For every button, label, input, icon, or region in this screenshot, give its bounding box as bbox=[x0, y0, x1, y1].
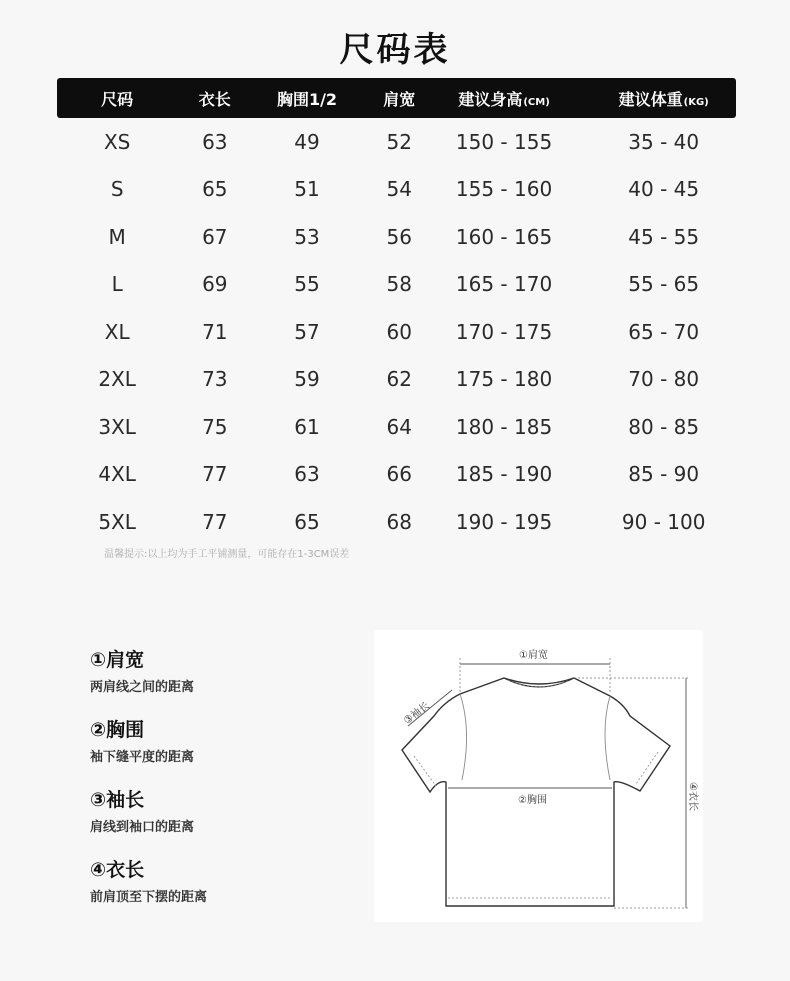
table-cell: 65 bbox=[202, 177, 228, 202]
table-cell: 2XL bbox=[98, 367, 136, 392]
table-cell: 180 - 185 bbox=[455, 414, 553, 439]
legend-desc: 肩线到袖口的距离 bbox=[90, 820, 195, 835]
table-cell: 35 - 40 bbox=[628, 129, 700, 154]
table-cell: 56 bbox=[386, 224, 412, 249]
header-weight-unit: (KG) bbox=[683, 96, 709, 108]
legend-desc: 两肩线之间的距离 bbox=[90, 680, 195, 695]
measurement-legend bbox=[90, 648, 207, 928]
table-cell: 90 - 100 bbox=[621, 509, 706, 534]
table-cell: 63 bbox=[202, 129, 228, 154]
table-cell: 66 bbox=[386, 462, 412, 487]
table-cell: XS bbox=[103, 129, 131, 154]
table-row bbox=[57, 308, 736, 356]
header-height-label: 建议身高 bbox=[458, 89, 523, 109]
header-height-unit: (CM) bbox=[523, 96, 550, 108]
header-chest: 胸围1/2 bbox=[276, 89, 338, 109]
table-cell: 45 - 55 bbox=[628, 224, 700, 249]
table-cell: 49 bbox=[294, 129, 320, 154]
table-cell: 170 - 175 bbox=[455, 319, 553, 344]
diagram-sleeve-label: ③袖长 bbox=[402, 700, 432, 727]
table-cell: 73 bbox=[202, 367, 228, 392]
table-row bbox=[57, 403, 736, 451]
table-cell: 55 bbox=[294, 272, 320, 297]
table-cell: 185 - 190 bbox=[455, 462, 553, 487]
header-size: 尺码 bbox=[101, 89, 134, 109]
table-cell: 155 - 160 bbox=[455, 177, 553, 202]
table-cell: S bbox=[110, 177, 124, 202]
table-cell: 69 bbox=[202, 272, 228, 297]
table-cell: 62 bbox=[386, 367, 412, 392]
tshirt-diagram bbox=[374, 630, 703, 922]
diagram-chest-label: ②胸围 bbox=[518, 795, 547, 806]
legend-title: ③袖长 bbox=[90, 789, 145, 811]
table-cell: 70 - 80 bbox=[628, 367, 700, 392]
legend-item-length bbox=[90, 858, 207, 928]
table-cell: 65 bbox=[294, 509, 320, 534]
table-cell: 55 - 65 bbox=[628, 272, 700, 297]
table-cell: 64 bbox=[386, 414, 412, 439]
table-cell: 40 - 45 bbox=[628, 177, 700, 202]
table-cell: 80 - 85 bbox=[628, 414, 700, 439]
diagram-length-label: ④衣长 bbox=[687, 782, 698, 811]
measurement-note: 温馨提示:以上均为手工平铺测量，可能存在1-3CM误差 bbox=[104, 549, 350, 560]
legend-item-sleeve bbox=[90, 788, 207, 858]
legend-desc: 袖下缝平度的距离 bbox=[90, 750, 195, 765]
header-length: 衣长 bbox=[198, 89, 231, 109]
table-cell: 53 bbox=[294, 224, 320, 249]
table-body bbox=[57, 118, 736, 546]
table-cell: 85 - 90 bbox=[628, 462, 700, 487]
header-weight bbox=[591, 87, 736, 110]
table-header bbox=[57, 78, 736, 118]
legend-desc: 前肩顶至下摆的距离 bbox=[90, 890, 208, 905]
table-cell: 57 bbox=[294, 319, 320, 344]
table-cell: 175 - 180 bbox=[455, 367, 553, 392]
table-cell: 67 bbox=[202, 224, 228, 249]
table-cell: 190 - 195 bbox=[455, 509, 553, 534]
header-height bbox=[417, 87, 592, 110]
table-cell: 165 - 170 bbox=[455, 272, 553, 297]
table-cell: XL bbox=[104, 319, 130, 344]
table-row bbox=[57, 451, 736, 499]
table-row bbox=[57, 118, 736, 166]
table-cell: 61 bbox=[294, 414, 320, 439]
table-row bbox=[57, 166, 736, 214]
legend-title: ①肩宽 bbox=[90, 649, 145, 671]
table-cell: 52 bbox=[386, 129, 412, 154]
table-row bbox=[57, 498, 736, 546]
table-cell: 5XL bbox=[98, 509, 136, 534]
table-cell: 65 - 70 bbox=[628, 319, 700, 344]
table-row bbox=[57, 356, 736, 404]
table-cell: 77 bbox=[202, 462, 228, 487]
table-cell: 3XL bbox=[98, 414, 136, 439]
table-cell: 71 bbox=[202, 319, 228, 344]
table-cell: 160 - 165 bbox=[455, 224, 553, 249]
size-table bbox=[57, 78, 736, 546]
tshirt-outline bbox=[402, 678, 670, 906]
table-cell: 63 bbox=[294, 462, 320, 487]
header-weight-label: 建议体重 bbox=[618, 89, 683, 109]
table-cell: 4XL bbox=[98, 462, 136, 487]
table-cell: 54 bbox=[386, 177, 412, 202]
legend-item-chest bbox=[90, 718, 207, 788]
table-cell: 59 bbox=[294, 367, 320, 392]
diagram-shoulder-label: ①肩宽 bbox=[519, 650, 548, 661]
legend-item-shoulder bbox=[90, 648, 207, 718]
tshirt-diagram-card bbox=[374, 630, 703, 922]
page-title: 尺码表 bbox=[339, 30, 451, 70]
table-cell: 68 bbox=[386, 509, 412, 534]
legend-title: ④衣长 bbox=[90, 859, 145, 881]
table-row bbox=[57, 261, 736, 309]
table-cell: 75 bbox=[202, 414, 228, 439]
table-cell: L bbox=[111, 272, 123, 297]
header-shoulder: 肩宽 bbox=[383, 89, 416, 109]
table-cell: 60 bbox=[386, 319, 412, 344]
table-cell: 58 bbox=[386, 272, 412, 297]
table-cell: 51 bbox=[294, 177, 320, 202]
table-row bbox=[57, 213, 736, 261]
table-cell: M bbox=[108, 224, 126, 249]
table-cell: 150 - 155 bbox=[455, 129, 553, 154]
table-cell: 77 bbox=[202, 509, 228, 534]
legend-title: ②胸围 bbox=[90, 719, 145, 741]
